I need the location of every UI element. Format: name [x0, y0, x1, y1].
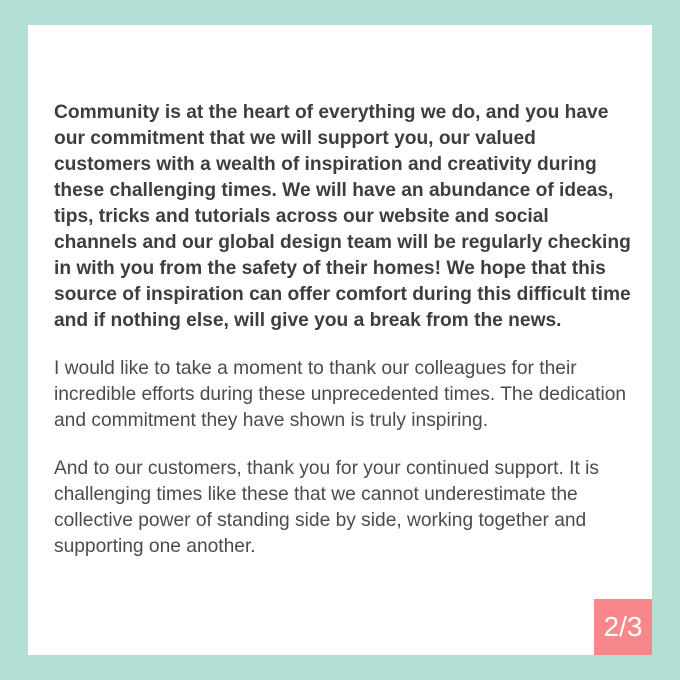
thanks-colleagues-paragraph: I would like to take a moment to thank our colleagues for their incredible efforts during these unprecedented times. The dedication and commitment they have shown is truly inspiring.	[54, 358, 627, 431]
page-indicator-badge: 2/3	[594, 599, 652, 655]
content-card	[28, 25, 652, 655]
lead-paragraph: Community is at the heart of everything we do, and you have our commitment that we will support you, our valued customers with a wealth of inspiration and creativity during these challenging times. We will have an abundance of ideas, tips, tricks and tutorials across our website and social channels and our global design team will be regularly checking in with you from the safety of their homes! We hope that this source of inspiration can offer comfort during this difficult time and if nothing else, will give you a break from the news.	[54, 102, 631, 331]
text-block	[54, 100, 634, 582]
thanks-customers-paragraph: And to our customers, thank you for your continued support. It is challenging times like these that we cannot underestimate the collective power of standing side by side, working together and supporting one another.	[54, 458, 599, 557]
